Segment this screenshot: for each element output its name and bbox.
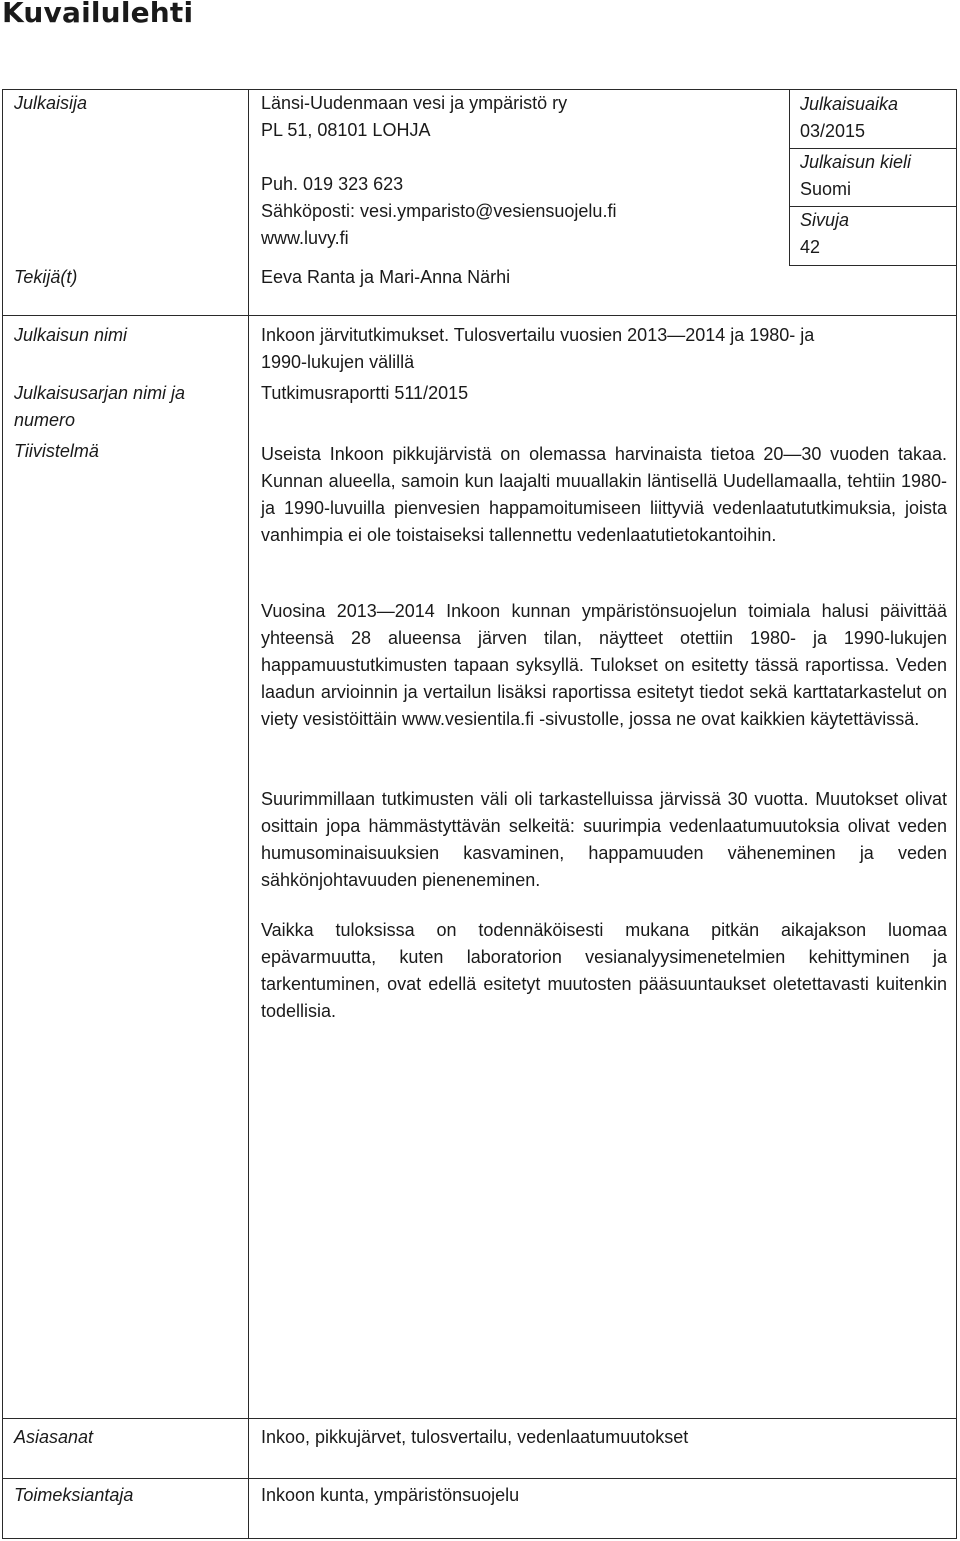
series-value: Tutkimusraportti 511/2015	[261, 383, 469, 403]
commissioner-label: Toimeksiantaja	[14, 1485, 134, 1505]
abstract-paragraph: Suurimmillaan tutkimusten väli oli tarkastelluissa järvissä 30 vuotta. Muutokset olivat osittain jopa hämmästyttävän selkeitä: suurimpia vedenlaatumuutoksia olivat veden humusominaisuuksien kasvaminen, happamuuden väheneminen ja veden sähkönjohtavuuden pieneneminen.	[261, 789, 947, 890]
page-count-label: Sivuja	[800, 210, 850, 230]
meta-divider	[790, 148, 956, 149]
publisher-address: PL 51, 08101 LOHJA	[261, 120, 431, 140]
keywords-label: Asiasanat	[14, 1427, 94, 1447]
publication-language-value: Suomi	[800, 179, 852, 199]
frame-bottom	[2, 1538, 957, 1539]
publisher-website: www.luvy.fi	[261, 228, 349, 248]
publication-date-value: 03/2015	[800, 121, 866, 141]
publication-language-label: Julkaisun kieli	[800, 152, 912, 172]
publisher-name: Länsi-Uudenmaan vesi ja ympäristö ry	[261, 93, 568, 113]
authors-value: Eeva Ranta ja Mari-Anna Närhi	[261, 267, 511, 287]
series-label-number: numero	[14, 410, 76, 430]
publication-meta-box	[789, 89, 957, 266]
meta-divider	[790, 206, 956, 207]
frame-col-divider	[248, 89, 249, 1539]
commissioner-value: Inkoon kunta, ympäristönsuojelu	[261, 1485, 520, 1505]
frame-divider-commissioner	[2, 1478, 957, 1479]
series-label: Julkaisusarjan nimi ja	[14, 383, 186, 403]
frame-top	[2, 89, 789, 90]
page-title: Kuvailulehti	[2, 0, 194, 29]
frame-left	[2, 89, 3, 1539]
page-count-value: 42	[800, 237, 821, 257]
publication-name-line2: 1990-lukujen välillä	[261, 352, 415, 372]
keywords-value: Inkoo, pikkujärvet, tulosvertailu, vedenlaatumuutokset	[261, 1427, 689, 1447]
frame-right	[956, 266, 957, 1539]
publisher-phone: Puh. 019 323 623	[261, 174, 404, 194]
frame-divider-header	[2, 315, 957, 316]
publication-name-label: Julkaisun nimi	[14, 325, 128, 345]
abstract-paragraph: Vuosina 2013—2014 Inkoon kunnan ympäristönsuojelun toimiala halusi päivittää yhteensä 28 alueensa järven tilan, näytteet otettiin 1980- ja 1990-lukujen happamuustutkimusten tapaan syksyllä. Tulokset on esitetty tässä raportissa. Veden laadun arvioinnin ja vertailun lisäksi raportissa esitetyt tiedot sekä karttatarkastelut on viety vesistöittäin www.vesientila.fi -sivustolle, jossa ne ovat kaikkien käytettävissä.	[261, 601, 947, 729]
publication-name-line1: Inkoon järvitutkimukset. Tulosvertailu vuosien 2013—2014 ja 1980- ja	[261, 325, 815, 345]
authors-label: Tekijä(t)	[14, 267, 78, 287]
abstract-paragraph: Vaikka tuloksissa on todennäköisesti mukana pitkän aikajakson luomaa epävarmuutta, kuten laboratorion vesianalyysimenetelmien kehittyminen ja tarkentuminen, ovat edellä esitetyt muutosten pääsuuntaukset oletettavasti kuitenkin todellisia.	[261, 920, 947, 1021]
publisher-label: Julkaisija	[14, 93, 88, 113]
abstract-paragraph: Useista Inkoon pikkujärvistä on olemassa harvinaista tietoa 20—30 vuoden takaa. Kunnan alueella, samoin kun laajalti muuallakin läntisellä Uudellamaalla, tehtiin 1980- ja 1990-luvuilla pienvesien happamoitumiseen liittyviä vedenlaatututkimuksia, joista vanhimpia ei ole toistaiseksi tallennettu vedenlaatutietokantoihin.	[261, 444, 947, 545]
frame-divider-keywords	[2, 1418, 957, 1419]
abstract-label: Tiivistelmä	[14, 441, 99, 461]
publication-date-label: Julkaisuaika	[800, 94, 899, 114]
publisher-email: Sähköposti: vesi.ymparisto@vesiensuojelu.fi	[261, 201, 617, 221]
